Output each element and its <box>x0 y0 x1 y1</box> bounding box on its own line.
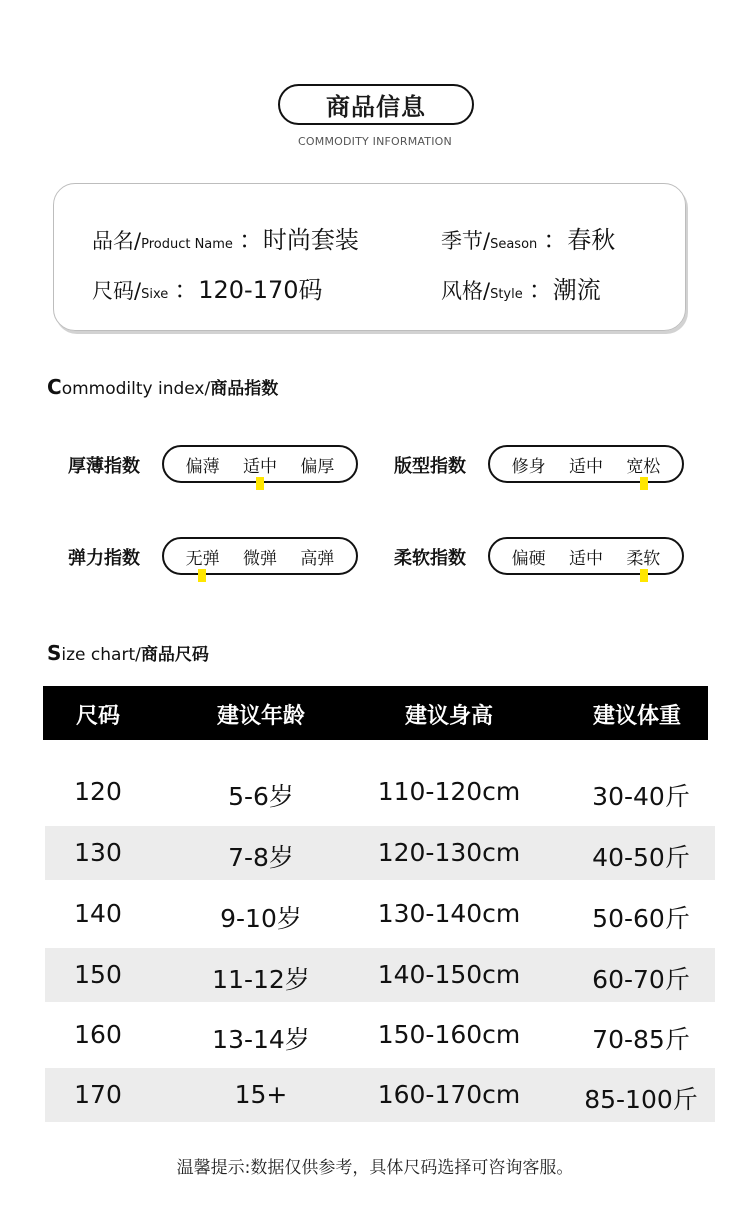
index-option: 宽松 <box>626 456 661 477</box>
table-row: 130 7-8岁 120-130cm 40-50斤 <box>45 826 715 880</box>
index-label-softness: 柔软指数 <box>394 548 466 569</box>
index-option: 适中 <box>242 456 277 477</box>
index-pill-elasticity <box>162 537 358 575</box>
footer-note: 温馨提示:数据仅供参考，具体尺码选择可咨询客服。 <box>176 1158 574 1178</box>
header-weight: 建议体重 <box>592 704 682 729</box>
index-option: 修身 <box>511 456 546 477</box>
page-title: 商品信息 <box>326 93 426 121</box>
table-row: 120 5-6岁 110-120cm 30-40斤 <box>74 777 690 811</box>
table-row: 160 13-14岁 150-160cm 70-85斤 <box>74 1020 690 1054</box>
index-marker-fit <box>640 477 648 490</box>
index-option: 微弹 <box>242 548 277 569</box>
commodity-index-title: Commodilty index/商品指数 <box>47 375 279 399</box>
index-label-elasticity: 弹力指数 <box>68 548 140 569</box>
index-marker-thickness <box>256 477 264 490</box>
size-chart-title: Size chart/商品尺码 <box>47 641 209 665</box>
table-row: 140 9-10岁 130-140cm 50-60斤 <box>74 899 690 933</box>
header-age: 建议年龄 <box>216 704 306 729</box>
header-size: 尺码 <box>75 704 121 729</box>
section-title-pill <box>278 84 474 125</box>
table-row: 170 15+ 160-170cm 85-100斤 <box>45 1068 715 1122</box>
page-subtitle: COMMODITY INFORMATION <box>298 135 452 148</box>
info-style: 风格/Style ：潮流 <box>441 276 601 304</box>
index-marker-softness <box>640 569 648 582</box>
index-option: 适中 <box>568 548 603 569</box>
commodity-info-box <box>53 183 686 331</box>
table-row: 150 11-12岁 140-150cm 60-70斤 <box>45 948 715 1002</box>
header-height: 建议身高 <box>404 704 494 729</box>
index-option: 偏薄 <box>185 456 220 477</box>
index-label-thickness: 厚薄指数 <box>68 456 140 477</box>
index-marker-elasticity <box>198 569 206 582</box>
index-option: 高弹 <box>300 548 335 569</box>
index-option: 柔软 <box>626 548 661 569</box>
info-size: 尺码/Sixe ：120-170码 <box>92 276 323 304</box>
index-option: 偏厚 <box>300 456 335 477</box>
size-table-header <box>43 686 708 740</box>
index-option: 适中 <box>568 456 603 477</box>
info-season: 季节/Season ：春秋 <box>441 226 616 254</box>
info-product-name: 品名/Product Name ：时尚套装 <box>92 226 359 254</box>
index-option: 无弹 <box>185 548 220 569</box>
index-pill-softness <box>488 537 684 575</box>
index-pill-fit <box>488 445 684 483</box>
index-label-fit: 版型指数 <box>394 456 466 477</box>
index-option: 偏硬 <box>511 548 546 569</box>
